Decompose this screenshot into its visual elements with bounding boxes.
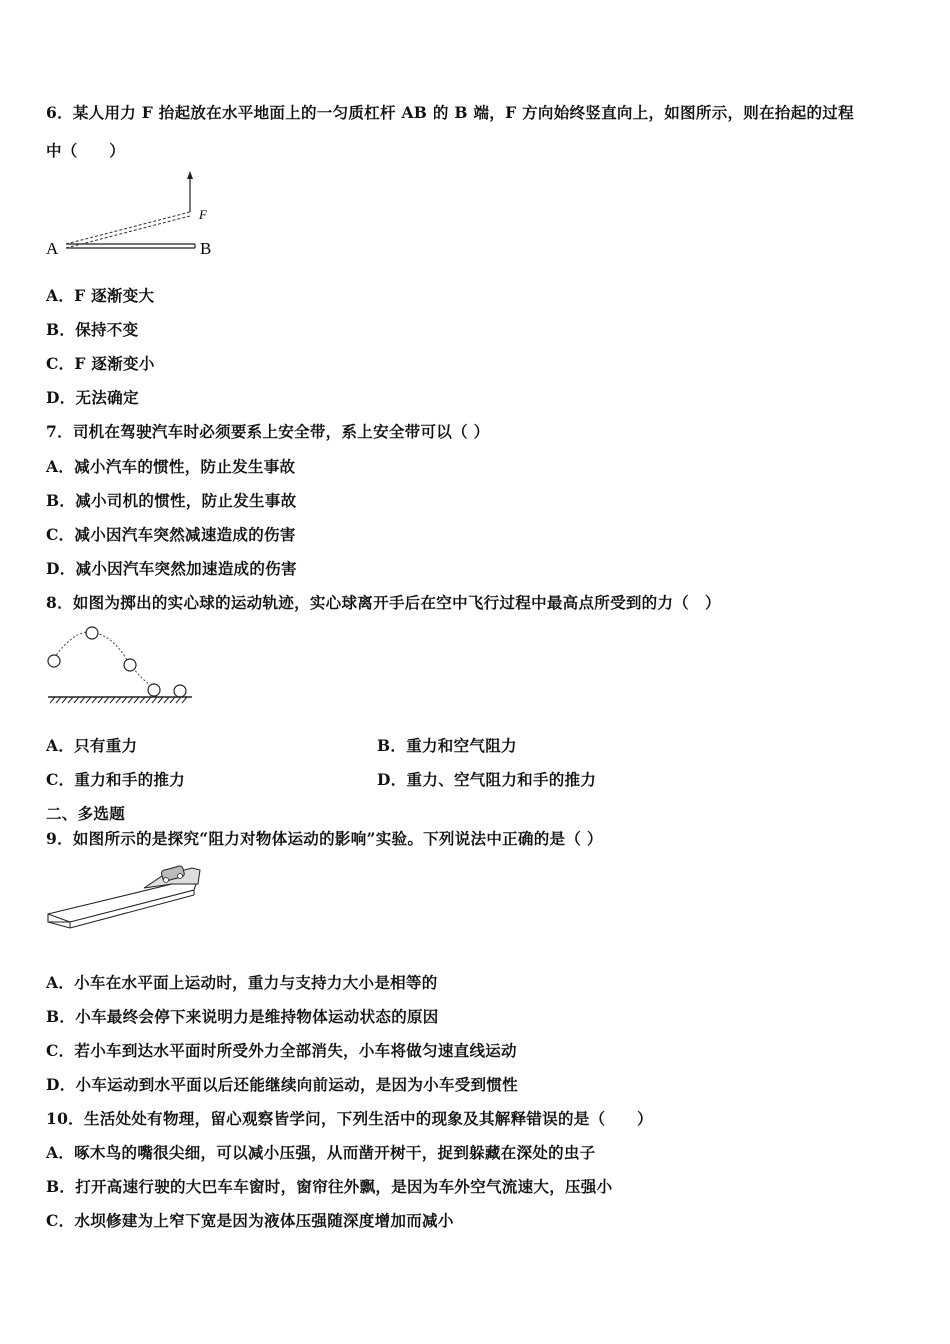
q10-option-b[interactable]: B．打开高速行驶的大巴车车窗时，窗帘往外飘，是因为车外空气流速大，压强小 [46, 1177, 613, 1196]
label-f: F [199, 207, 207, 222]
q6-option-d[interactable]: D．无法确定 [46, 388, 139, 407]
q8-option-d[interactable]: D．重力、空气阻力和手的推力 [377, 770, 597, 789]
ramp-cart-figure [44, 862, 204, 942]
q9-stem: 9．如图所示的是探究“阻力对物体运动的影响”实验。下列说法中正确的是（ ） [46, 829, 603, 848]
ball-2 [86, 627, 98, 639]
raised-lever-dash-2 [66, 216, 190, 248]
q10-option-a[interactable]: A．啄木鸟的嘴很尖细，可以减小压强，从而凿开树干，捉到躲藏在深处的虫子 [46, 1143, 596, 1162]
q6-option-a[interactable]: A．F 逐渐变大 [46, 286, 155, 305]
q9-option-d[interactable]: D．小车运动到水平面以后还能继续向前运动，是因为小车受到惯性 [46, 1075, 518, 1094]
q7-option-d[interactable]: D．减小因汽车突然加速造成的伤害 [46, 559, 297, 578]
q7-option-b[interactable]: B．减小司机的惯性，防止发生事故 [46, 491, 297, 510]
ball-trajectory-figure [44, 622, 196, 710]
q9-option-a[interactable]: A．小车在水平面上运动时，重力与支持力大小是相等的 [46, 973, 438, 992]
q9-option-b[interactable]: B．小车最终会停下来说明力是维持物体运动状态的原因 [46, 1007, 439, 1026]
q10-option-c[interactable]: C．水坝修建为上窄下宽是因为液体压强随深度增加而减小 [46, 1211, 454, 1230]
ground-hatching [50, 697, 187, 703]
force-arrow-head [187, 171, 193, 179]
q10-stem: 10．生活处处有物理，留心观察皆学问，下列生活中的现象及其解释错误的是（ ） [46, 1109, 653, 1128]
board-plane [48, 884, 196, 922]
q7-option-c[interactable]: C．减小因汽车突然减速造成的伤害 [46, 525, 296, 544]
ball-1 [48, 655, 60, 667]
q8-stem: 8．如图为掷出的实心球的运动轨迹，实心球离开手后在空中飞行过程中最高点所受到的力（ ） [46, 593, 721, 612]
ball-4 [148, 684, 160, 696]
raised-lever-dash-1 [66, 212, 190, 244]
q6-option-c[interactable]: C．F 逐渐变小 [46, 354, 155, 373]
q8-option-a[interactable]: A．只有重力 [46, 736, 138, 755]
q7-stem: 7．司机在驾驶汽车时必须要系上安全带，系上安全带可以（ ） [46, 422, 490, 441]
q6-stem-line1: 6．某人用力 F 抬起放在水平地面上的一匀质杠杆 AB 的 B 端，F 方向始终竖直向上，如图所示，则在抬起的过程 [46, 103, 854, 122]
label-b: B [200, 239, 212, 258]
ball-5 [174, 685, 186, 697]
q9-option-c[interactable]: C．若小车到达水平面时所受外力全部消失，小车将做匀速直线运动 [46, 1041, 517, 1060]
q6-option-b[interactable]: B．保持不变 [46, 320, 139, 339]
ball-3 [124, 659, 136, 671]
section-title-multiple-choice: 二、多选题 [46, 804, 126, 823]
q8-option-c[interactable]: C．重力和手的推力 [46, 770, 186, 789]
q7-option-a[interactable]: A．减小汽车的惯性，防止发生事故 [46, 457, 296, 476]
q6-stem-line2: 中（ ） [46, 141, 126, 160]
cart-wheel-1 [164, 878, 169, 883]
cart-wheel-2 [178, 874, 183, 879]
lever-figure [44, 168, 224, 263]
q8-option-b[interactable]: B．重力和空气阻力 [377, 736, 517, 755]
trajectory-path [54, 632, 154, 688]
label-a: A [46, 239, 59, 258]
